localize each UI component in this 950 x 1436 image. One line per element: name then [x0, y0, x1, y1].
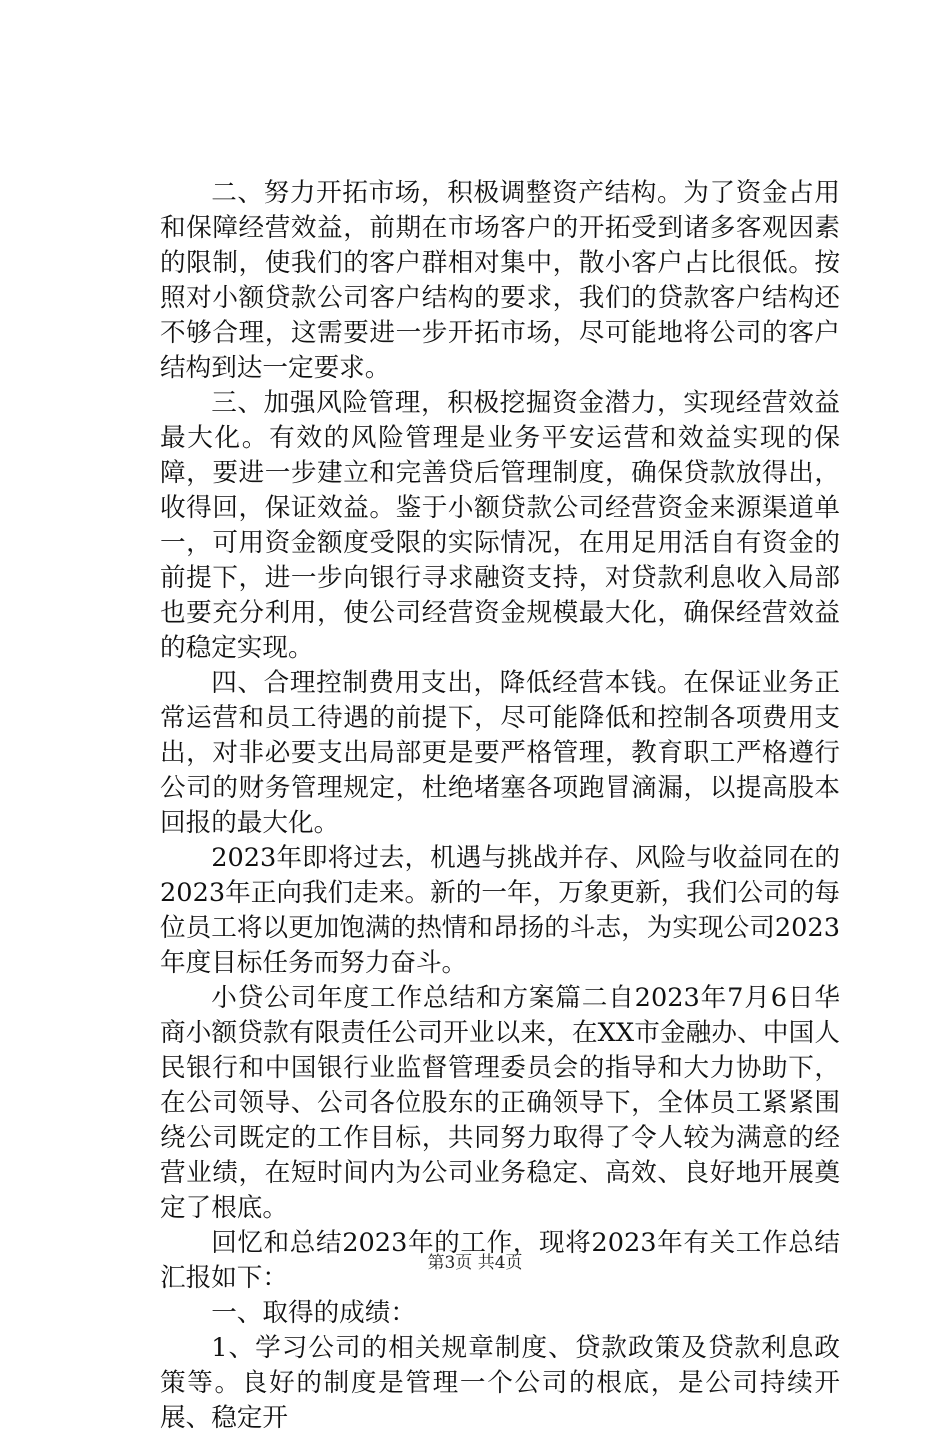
paragraph-achievements-heading: 一、取得的成绩：: [211, 1298, 416, 1328]
paragraph-outlook: 2023年即将过去，机遇与挑战并存、风险与收益同在的2023年正向我们走来。新的一年，万象更新，我们公司的每位员工将以更加饱满的热情和昂扬的斗志，为实现公司2023年度目标任务而努力奋斗。: [160, 843, 840, 978]
paragraph-market: 二、努力开拓市场，积极调整资产结构。为了资金占用和保障经营效益，前期在市场客户的开拓受到诸多客观因素的限制，使我们的客户群相对集中，散小客户占比很低。按照对小额贷款公司客户结构的要求，我们的贷款客户结构还不够合理，这需要进一步开拓市场，尽可能地将公司的客户结构到达一定要求。: [160, 178, 840, 383]
page-footer: 第3页 共4页: [427, 1253, 523, 1273]
paragraph-part-two: 小贷公司年度工作总结和方案篇二自2023年7月6日华商小额贷款有限责任公司开业以来，在XX市金融办、中国人民银行和中国银行业监督管理委员会的指导和大力协助下，在公司领导、公司各位股东的正确领导下，全体员工紧紧围绕公司既定的工作目标，共同努力取得了令人较为满意的经营业绩，在短时间内为公司业务稳定、高效、良好地开展奠定了根底。: [160, 983, 840, 1223]
paragraph-risk: 三、加强风险管理，积极挖掘资金潜力，实现经营效益最大化。有效的风险管理是业务平安运营和效益实现的保障，要进一步建立和完善贷后管理制度，确保贷款放得出，收得回，保证效益。鉴于小额贷款公司经营资金来源渠道单一，可用资金额度受限的实际情况，在用足用活自有资金的前提下，进一步向银行寻求融资支持，对贷款利息收入局部也要充分利用，使公司经营资金规模最大化，确保经营效益的稳定实现。: [160, 388, 840, 663]
document-body: [160, 176, 840, 1436]
paragraph-cost: 四、合理控制费用支出，降低经营本钱。在保证业务正常运营和员工待遇的前提下，尽可能降低和控制各项费用支出，对非必要支出局部更是要严格管理，教育职工严格遵行公司的财务管理规定，杜绝堵塞各项跑冒滴漏，以提高股本回报的最大化。: [160, 668, 840, 838]
paragraph-review: 回忆和总结2023年的工作，现将2023年有关工作总结汇报如下：: [160, 1228, 840, 1293]
paragraph-item-1: 1、学习公司的相关规章制度、贷款政策及贷款利息政策等。良好的制度是管理一个公司的根底，是公司持续开展、稳定开: [160, 1333, 840, 1433]
